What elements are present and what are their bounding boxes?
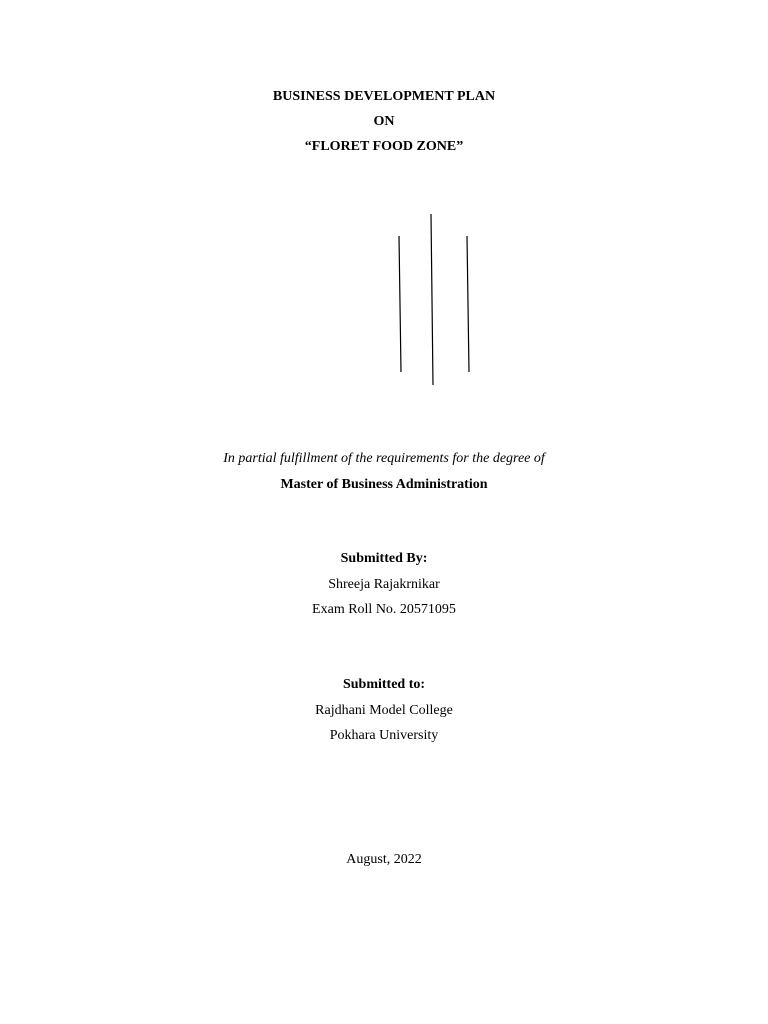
exam-roll-number: Exam Roll No. 20571095 xyxy=(312,602,456,617)
fulfillment-statement: In partial fulfillment of the requirements for the degree of xyxy=(223,451,545,466)
college-name: Rajdhani Model College xyxy=(315,703,453,718)
submitted-to-heading: Submitted to: xyxy=(342,677,426,692)
submission-date: August, 2022 xyxy=(346,852,422,867)
submitted-by-heading: Submitted By: xyxy=(340,551,428,566)
title-line-3: “FLORET FOOD ZONE” xyxy=(304,139,464,154)
title-line-2: ON xyxy=(373,114,395,129)
degree-name: Master of Business Administration xyxy=(280,477,488,492)
university-name: Pokhara University xyxy=(329,728,439,743)
decorative-line-left xyxy=(399,236,401,372)
decorative-line-center xyxy=(431,214,433,385)
decorative-line-right xyxy=(467,236,469,372)
title-line-1: BUSINESS DEVELOPMENT PLAN xyxy=(272,89,496,104)
student-name: Shreeja Rajakrnikar xyxy=(328,577,440,592)
